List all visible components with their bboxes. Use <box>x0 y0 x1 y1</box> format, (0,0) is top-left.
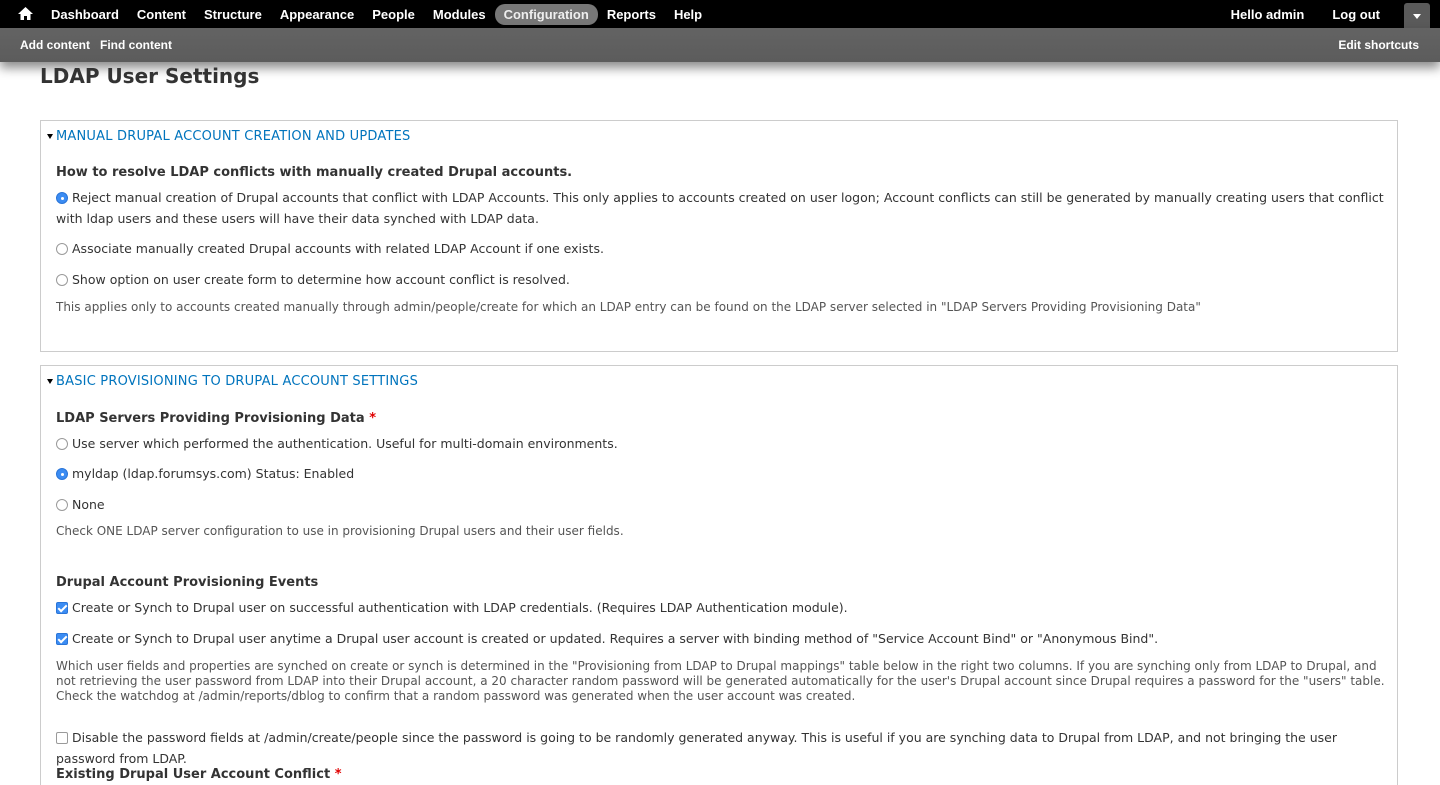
edit-shortcuts-link[interactable]: Edit shortcuts <box>1338 38 1419 52</box>
page-title: LDAP User Settings <box>40 64 260 88</box>
event-on-account-update[interactable] <box>56 628 1385 649</box>
conflict-description: This applies only to accounts created manually through admin/people/create for which an LDAP entry can be found on the LDAP server selected in "LDAP Servers Providing Provisioning Data" <box>56 300 1201 314</box>
home-icon[interactable] <box>17 6 34 21</box>
shortcuts-drawer-toggle[interactable] <box>1404 3 1430 29</box>
server-option-authenticated-label[interactable]: Use server which performed the authentication. Useful for multi-domain environments. <box>72 436 618 451</box>
radio-associate[interactable] <box>56 243 68 255</box>
radio-show-option[interactable] <box>56 274 68 286</box>
conflict-option-show-label[interactable]: Show option on user create form to determine how account conflict is resolved. <box>72 272 570 287</box>
events-description: Which user fields and properties are synched on create or synch is determined in the "Provisioning from LDAP to Drupal mappings" table below in the right two columns. If you are synching only from LDAP to Drupal, and not retrieving the user password from LDAP into their Drupal account, a 20 character random password will be generated automatically for the user's Drupal account since Drupal requires a password for the "users" table. Check the watchdog at /admin/reports/dblog to confirm that a random password was generated when the user account was created. <box>56 659 1385 703</box>
menu-dashboard[interactable]: Dashboard <box>51 6 119 22</box>
servers-description: Check ONE LDAP server configuration to use in provisioning Drupal users and their user fields. <box>56 524 624 538</box>
event-on-account-update-label[interactable]: Create or Synch to Drupal user anytime a Drupal user account is created or updated. Requires a server with binding method of "Service Account Bind" or "Anonymous Bind". <box>72 631 1159 646</box>
radio-server-authenticated[interactable] <box>56 438 68 450</box>
conflict-option-reject-label[interactable]: Reject manual creation of Drupal accounts that conflict with LDAP Accounts. This only applies to accounts created on user logon; Account conflicts can still be generated by manually creating users that conflict with ldap users and these users will have their data synched with LDAP data. <box>56 190 1384 226</box>
server-option-myldap-label[interactable]: myldap (ldap.forumsys.com) Status: Enabled <box>72 466 355 481</box>
user-greeting <box>1231 7 1305 22</box>
existing-account-conflict-label <box>56 767 342 782</box>
logout-link[interactable]: Log out <box>1332 6 1380 22</box>
user-links <box>1231 0 1380 28</box>
manual-account-fieldset <box>40 120 1398 352</box>
basic-provisioning-fieldset <box>40 365 1398 785</box>
menu-appearance[interactable]: Appearance <box>279 6 355 22</box>
basic-provisioning-legend[interactable] <box>47 374 418 389</box>
conflict-option-associate-label[interactable]: Associate manually created Drupal accounts with related LDAP Account if one exists. <box>72 241 604 256</box>
server-option-none[interactable] <box>56 494 1385 515</box>
find-content-link[interactable]: Find content <box>100 38 172 52</box>
manual-account-legend-text[interactable]: MANUAL DRUPAL ACCOUNT CREATION AND UPDATES <box>56 129 411 144</box>
conflict-option-associate[interactable] <box>56 238 1385 259</box>
checkbox-event-account-update[interactable] <box>56 633 68 645</box>
username-link[interactable]: admin <box>1266 6 1305 22</box>
conflict-option-reject[interactable] <box>56 187 1385 229</box>
disable-password-label[interactable]: Disable the password fields at /admin/create/people since the password is going to be randomly generated anyway. This is useful if you are synching data to Drupal from LDAP, and not bringing the user password from LDAP. <box>56 730 1337 766</box>
chevron-down-icon <box>1413 14 1421 19</box>
conflict-resolution-label: How to resolve LDAP conflicts with manually created Drupal accounts. <box>56 165 573 180</box>
admin-toolbar <box>0 0 1440 28</box>
ldap-servers-label <box>56 411 376 426</box>
server-option-myldap[interactable] <box>56 463 1385 484</box>
required-marker: * <box>369 411 377 426</box>
server-option-authenticated[interactable] <box>56 433 1385 454</box>
radio-server-myldap[interactable] <box>56 468 68 480</box>
menu-reports[interactable]: Reports <box>606 6 656 22</box>
menu-content[interactable]: Content <box>136 6 187 22</box>
disable-password-option[interactable] <box>56 727 1385 769</box>
manual-account-legend[interactable] <box>47 129 410 144</box>
collapse-arrow-icon <box>47 134 53 139</box>
basic-provisioning-legend-text[interactable]: BASIC PROVISIONING TO DRUPAL ACCOUNT SETTINGS <box>56 374 419 389</box>
menu-modules[interactable]: Modules <box>432 6 486 22</box>
checkbox-disable-password[interactable] <box>56 732 68 744</box>
shortcuts-bar <box>0 28 1440 62</box>
server-option-none-label[interactable]: None <box>72 497 105 512</box>
conflict-option-show[interactable] <box>56 269 1385 290</box>
menu-help[interactable]: Help <box>673 6 703 22</box>
radio-reject[interactable] <box>56 192 68 204</box>
menu-people[interactable]: People <box>372 6 415 22</box>
event-on-authentication[interactable] <box>56 597 1385 618</box>
existing-account-conflict-label-text: Existing Drupal User Account Conflict <box>56 767 331 782</box>
ldap-servers-label-text: LDAP Servers Providing Provisioning Data <box>56 411 365 426</box>
greeting-prefix: Hello <box>1230 6 1267 22</box>
add-content-link[interactable]: Add content <box>20 38 90 52</box>
required-marker: * <box>334 767 342 782</box>
menu-configuration[interactable]: Configuration <box>495 4 598 25</box>
provisioning-events-label: Drupal Account Provisioning Events <box>56 575 319 590</box>
event-on-authentication-label[interactable]: Create or Synch to Drupal user on successful authentication with LDAP credentials. (Requires LDAP Authentication module). <box>72 600 848 615</box>
checkbox-event-authentication[interactable] <box>56 602 68 614</box>
toolbar-menu <box>42 0 711 28</box>
menu-structure[interactable]: Structure <box>204 6 262 22</box>
collapse-arrow-icon <box>47 379 53 384</box>
radio-server-none[interactable] <box>56 499 68 511</box>
